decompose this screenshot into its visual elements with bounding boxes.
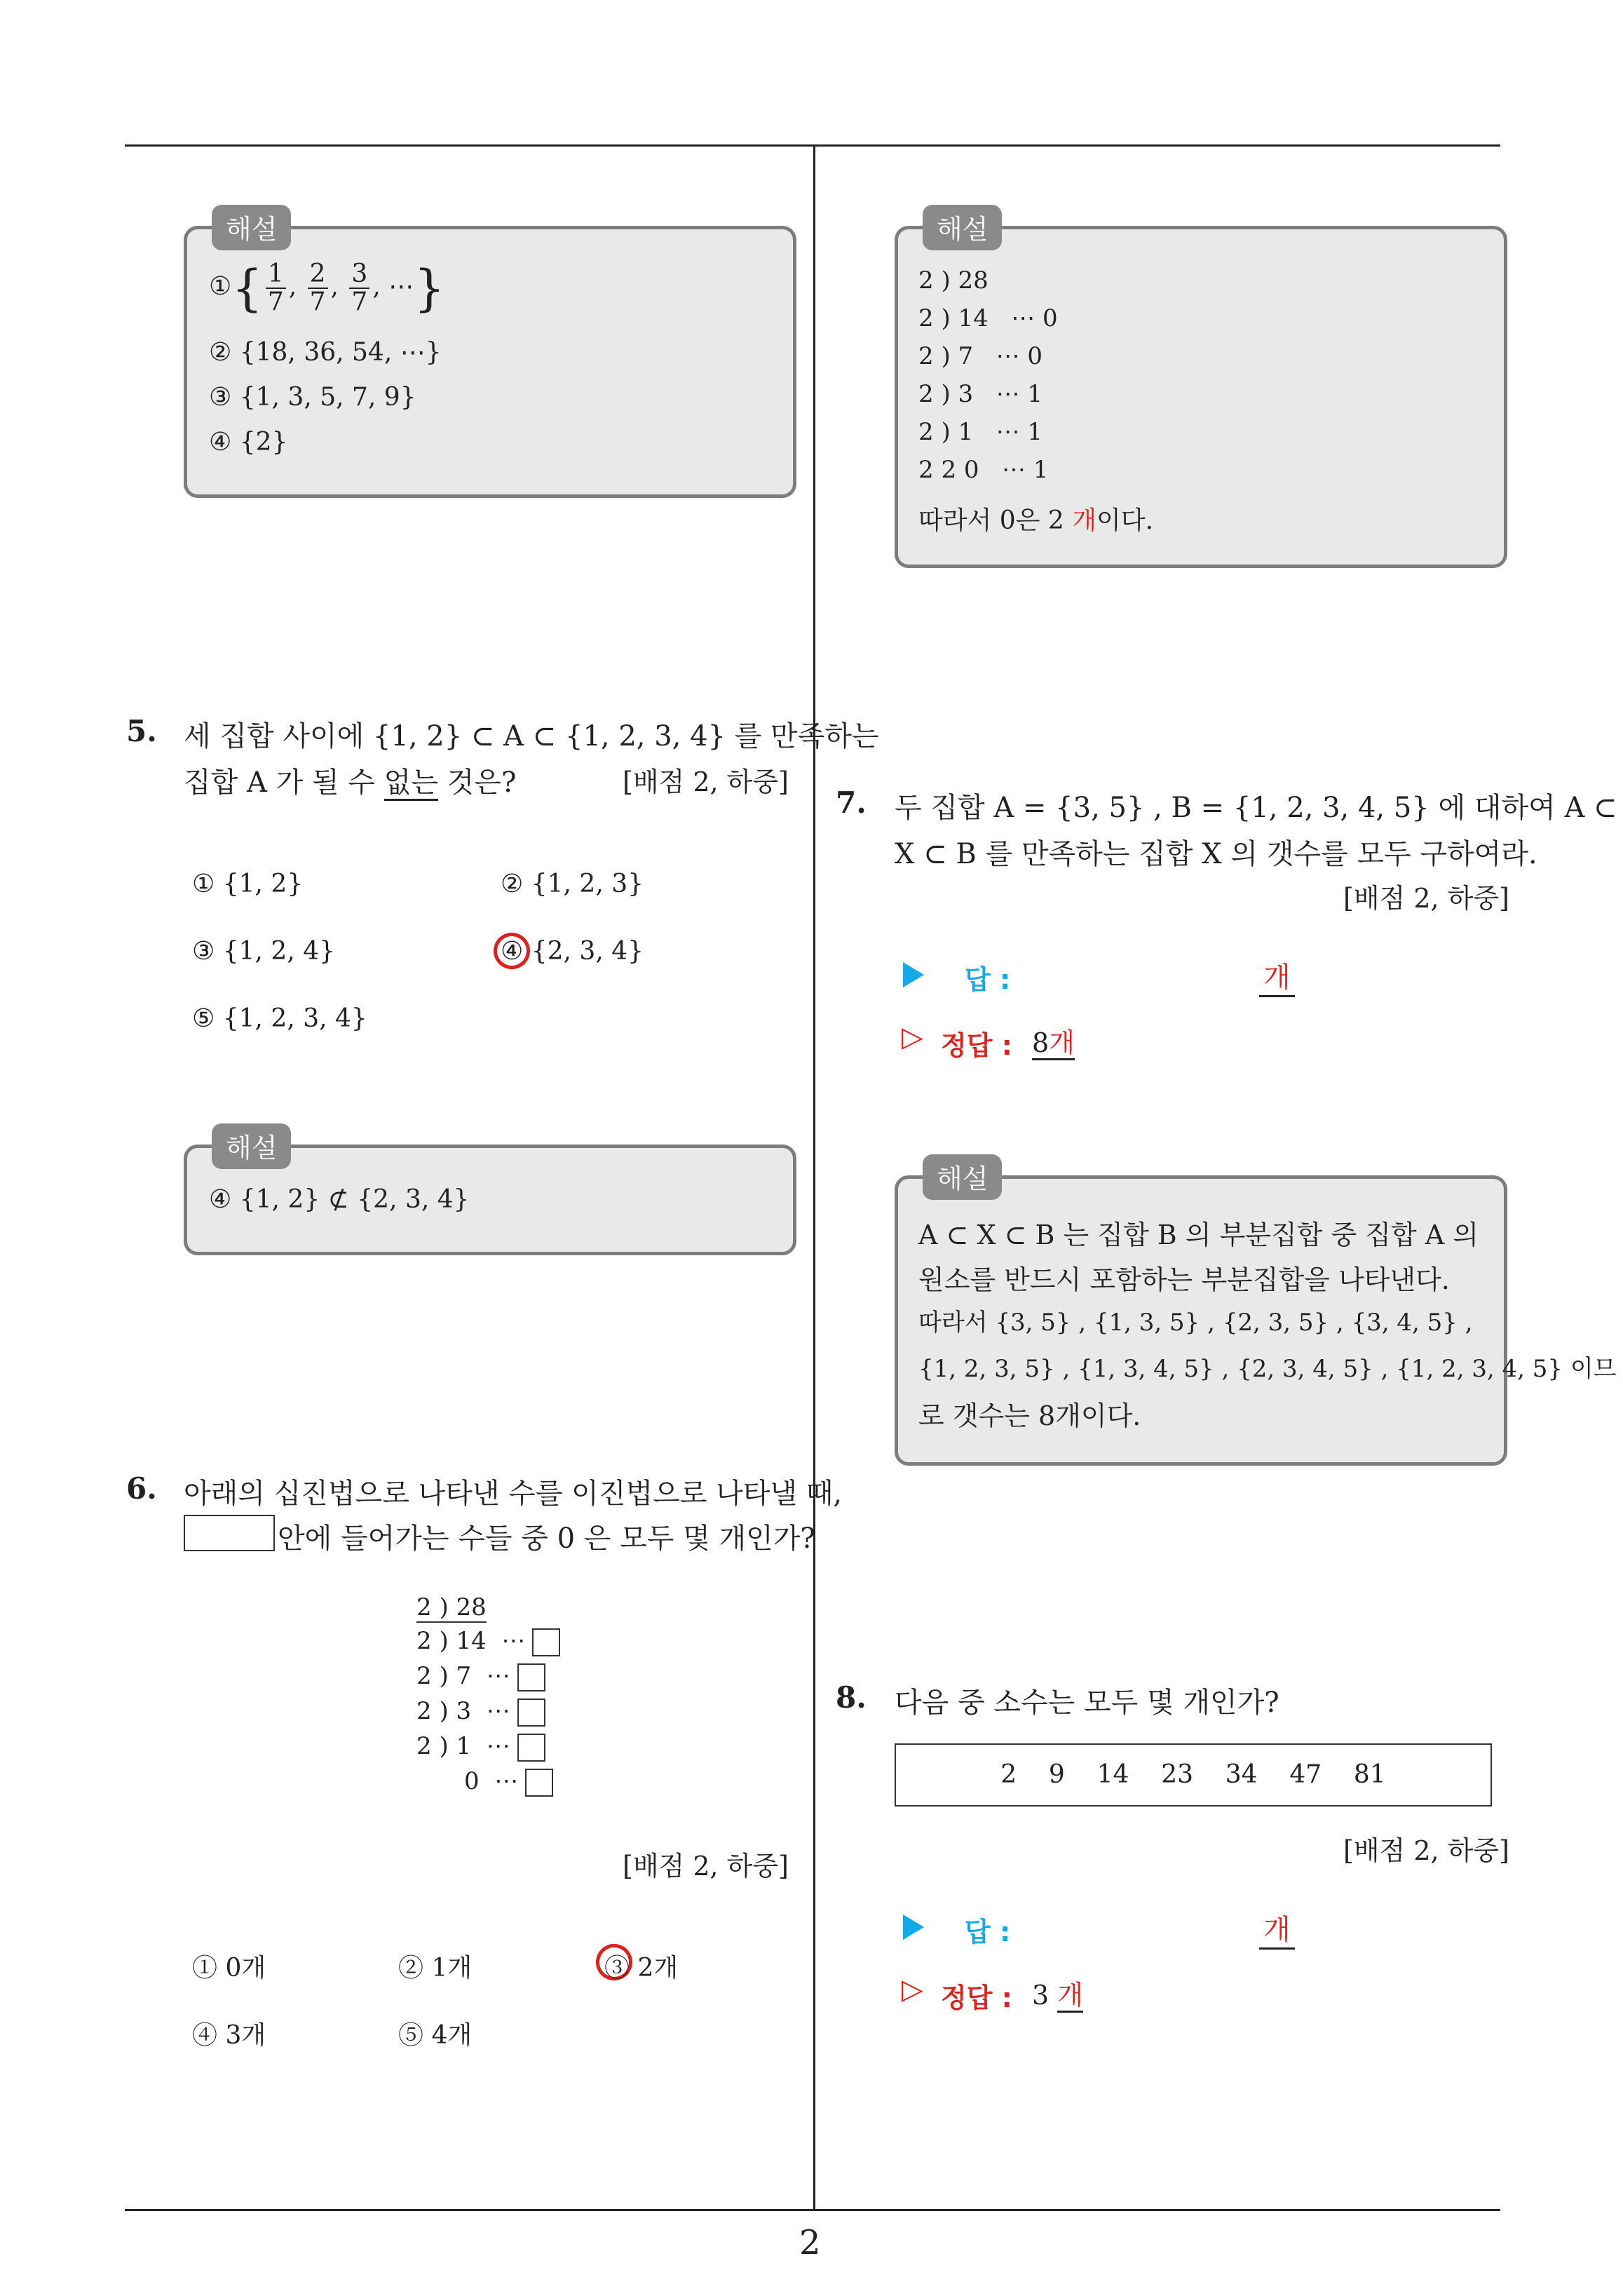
q5-choice-3[interactable]: ③ {1, 2, 4} <box>192 937 336 966</box>
question-6-number: 6. <box>126 1471 157 1506</box>
explanation-tag: 해설 <box>923 205 1002 250</box>
explanation-tag: 해설 <box>212 205 291 250</box>
question-8-line1: 다음 중 소수는 모두 몇 개인가? <box>895 1687 1279 1719</box>
q6-blank-3[interactable] <box>517 1699 545 1727</box>
q6-choice-5[interactable]: ⑤ 4개 <box>398 2021 473 2050</box>
q6-blank-4[interactable] <box>517 1734 545 1762</box>
correct-triangle-icon: ▷ <box>902 1973 923 2006</box>
box4-line-1: A ⊂ X ⊂ B 는 집합 B 의 부분집합 중 집합 A 의 <box>918 1220 1479 1250</box>
box2-row-6: 2 2 0 ⋯ 1 <box>918 456 1049 484</box>
box1-line3: ③ {1, 3, 5, 7, 9} <box>209 383 416 412</box>
answer-arrow-icon <box>903 1915 924 1940</box>
q6-division-row-3: 2 ) 7 ⋯ <box>416 1662 545 1691</box>
q6-choice-1[interactable]: ① 0개 <box>192 1954 266 1983</box>
q6-division-row-1: 2 ) 28 <box>416 1593 487 1621</box>
question-6-score: [배점 2, 하중] <box>623 1851 789 1882</box>
q7-answer-field[interactable]: 개 <box>1259 955 1295 997</box>
correct-triangle-icon: ▷ <box>902 1021 923 1053</box>
q6-choice-4[interactable]: ④ 3개 <box>192 2021 266 2050</box>
q5-choice-5[interactable]: ⑤ {1, 2, 3, 4} <box>192 1004 367 1033</box>
question-7-line1: 두 집합 A = {3, 5} , B = {1, 2, 3, 4, 5} 에 대하여 A ⊂ <box>895 792 1617 824</box>
question-7-number: 7. <box>836 785 867 820</box>
q5-choice-4[interactable]: ④ {2, 3, 4} <box>501 937 644 966</box>
box2-row-3: 2 ) 7 ⋯ 0 <box>918 342 1043 370</box>
page-number: 2 <box>799 2223 821 2262</box>
blank-box <box>184 1515 275 1551</box>
box2-conclusion: 따라서 0은 2 개이다. <box>918 506 1154 535</box>
box2-row-5: 2 ) 1 ⋯ 1 <box>918 418 1043 446</box>
question-5-score: [배점 2, 하중] <box>623 767 789 797</box>
question-6-line1: 아래의 십진법으로 나타낸 수를 이진법으로 나타낼 때, <box>184 1478 843 1510</box>
question-7-line2: X ⊂ B 를 만족하는 집합 X 의 갯수를 모두 구하여라. <box>895 838 1537 870</box>
question-7-score: [배점 2, 하중] <box>1343 883 1509 914</box>
answer-arrow-icon <box>903 962 924 987</box>
box2-row-1: 2 ) 28 <box>918 266 989 295</box>
box4-line-3: 따라서 {3, 5} , {1, 3, 5} , {2, 3, 5} , {3, 4, 5} , <box>918 1309 1473 1337</box>
question-5-number: 5. <box>126 714 157 748</box>
q5-choice-1[interactable]: ① {1, 2} <box>192 870 304 898</box>
q8-answer-label: 답 : <box>965 1917 1011 1947</box>
q6-blank-2[interactable] <box>517 1663 545 1691</box>
q7-correct-label: 정답 : <box>941 1030 1012 1061</box>
bottom-rule <box>125 2209 1500 2211</box>
box2-row-2: 2 ) 14 ⋯ 0 <box>918 304 1058 332</box>
q6-choice-3[interactable]: ③ 2개 <box>604 1954 679 1983</box>
question-8-number: 8. <box>836 1680 867 1715</box>
question-5-line1: 세 집합 사이에 {1, 2} ⊂ A ⊂ {1, 2, 3, 4} 를 만족하는 <box>184 720 879 752</box>
box4-line-2: 원소를 반드시 포함하는 부분집합을 나타낸다. <box>918 1264 1450 1295</box>
q5-choice-2[interactable]: ② {1, 2, 3} <box>501 870 644 898</box>
q8-answer-field[interactable]: 개 <box>1259 1907 1295 1950</box>
q6-division-row-4: 2 ) 3 ⋯ <box>416 1697 545 1727</box>
top-rule <box>125 144 1500 147</box>
column-divider <box>813 144 815 2210</box>
q6-choice-2[interactable]: ② 1개 <box>398 1954 473 1983</box>
box1-line4: ④ {2} <box>209 428 288 457</box>
box4-line-5: 로 갯수는 8개이다. <box>918 1400 1141 1431</box>
q6-division-row-6: 0 ⋯ <box>464 1767 553 1797</box>
q7-correct-value: 8개 <box>1032 1021 1075 1060</box>
question-8-score: [배점 2, 하중] <box>1343 1835 1509 1866</box>
box3-line1: ④ {1, 2} ⊄ {2, 3, 4} <box>209 1185 470 1214</box>
q8-correct-value: 3 개 <box>1032 1973 1083 2012</box>
q8-correct-label: 정답 : <box>941 1983 1012 2013</box>
explanation-tag: 해설 <box>212 1123 291 1169</box>
question-6-line2: 안에 들어가는 수들 중 0 은 모두 몇 개인가? <box>278 1522 815 1555</box>
q6-division-row-5: 2 ) 1 ⋯ <box>416 1732 545 1762</box>
q8-numbers: 2 9 14 23 34 47 81 <box>1000 1760 1386 1789</box>
q6-division-row-2: 2 ) 14 ⋯ <box>416 1627 560 1656</box>
q7-answer-label: 답 : <box>965 964 1011 995</box>
box1-line2: ② {18, 36, 54, ⋯} <box>209 338 442 367</box>
q6-blank-5[interactable] <box>525 1769 553 1797</box>
box1-line1: ①{ $\frac{1}{7}$ , $\frac{2}{7}$ , $\frac{3}{7}$ , ⋯} <box>209 259 445 317</box>
q6-blank-1[interactable] <box>532 1628 560 1656</box>
explanation-tag: 해설 <box>923 1154 1002 1200</box>
box2-row-4: 2 ) 3 ⋯ 1 <box>918 380 1043 408</box>
question-5-line2: 집합 A 가 될 수 없는 것은? <box>184 760 516 800</box>
box4-line-4: {1, 2, 3, 5} , {1, 3, 4, 5} , {2, 3, 4, 5} , {1, 2, 3, 4, 5} 이므 <box>918 1355 1617 1383</box>
